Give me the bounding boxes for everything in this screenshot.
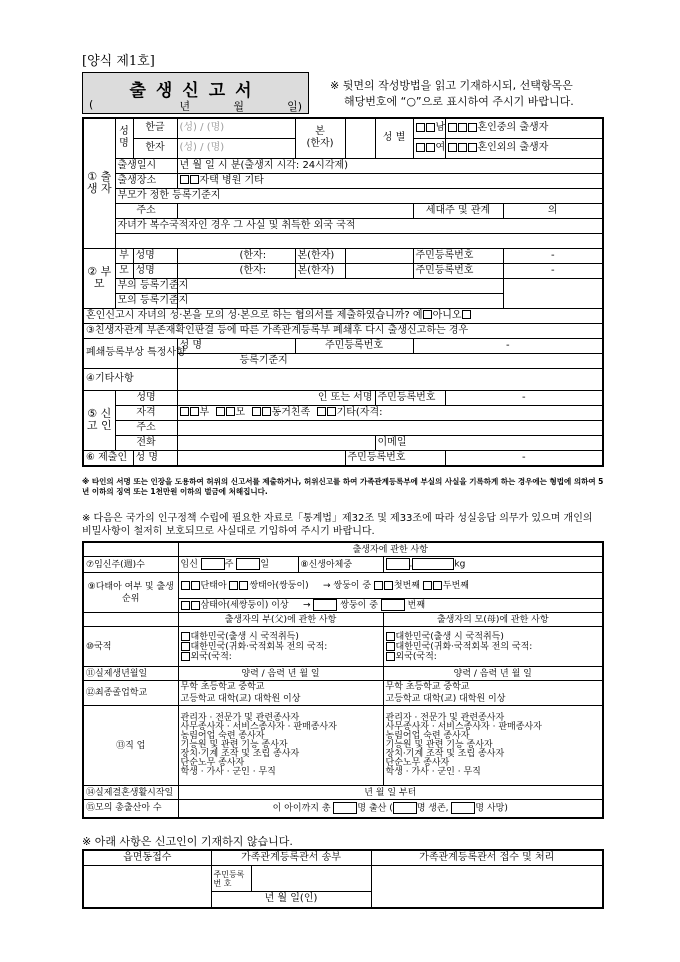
address-label: 주소 <box>115 203 177 218</box>
father-bon[interactable]: 본(한자) <box>295 248 345 263</box>
father-education[interactable]: 무학 초등학교 중학교 고등학교 대학(교) 대학원 이상 <box>178 681 383 706</box>
reporter-name-label: 성명 <box>115 390 177 405</box>
reporter-phone-field[interactable] <box>177 435 375 450</box>
education-label: ⑫최종졸업학교 <box>83 681 178 706</box>
total-births-label: ⑮모의 총출산아 수 <box>83 800 178 818</box>
father-name-label: 성명 <box>133 248 177 263</box>
closed-register-label: 폐쇄등록부상 특정사항 <box>83 338 177 368</box>
multiple-birth-row1[interactable]: 단태아 쌍태아(쌍둥이) → 쌍둥이 중 첫번째 두번째 <box>178 573 603 599</box>
gestation-label: ⑦임신주(週)수 <box>83 557 178 573</box>
reporter-email-field[interactable]: 이메일 <box>375 435 603 450</box>
mother-education[interactable]: 무학 초등학교 중학교 고등학교 대학(교) 대학원 이상 <box>383 681 603 706</box>
closed-reg-field[interactable]: 등록기준지 <box>177 353 603 368</box>
office-process-cell[interactable] <box>371 866 603 908</box>
statistics-table <box>82 541 604 819</box>
office-process-header: 가족관계등록관서 접수 및 처리 <box>371 850 603 866</box>
father-nationality[interactable]: 대한민국(출생 시 국적취득) 대한민국(귀화·국적회복 전의 국적: 외국(국적: <box>178 627 383 667</box>
father-stat-header: 출생자의 부(父)에 관한 사항 <box>178 613 383 627</box>
mother-reg-field[interactable] <box>177 293 503 308</box>
submitter-rrn-field[interactable]: - <box>445 450 603 466</box>
submitter-name-field[interactable] <box>177 450 345 466</box>
reporter-phone-label: 전화 <box>115 435 177 450</box>
mother-reg-label: 모의 등록기준지 <box>115 293 177 308</box>
closed-name-field[interactable]: 성 명 <box>177 338 295 353</box>
father-rrn-label: 주민등록번호 <box>413 248 503 263</box>
cohabitation-field[interactable]: 년 월 일 부터 <box>178 786 603 800</box>
father-birth-field[interactable]: 양력 / 음력 년 월 일 <box>178 667 383 681</box>
hanja-name-field[interactable]: (성) / (명) <box>177 138 295 158</box>
hangul-name-field[interactable]: (성) / (명) <box>177 118 295 138</box>
real-birth-label: ⑪실제생년월일 <box>83 667 178 681</box>
reporter-qual-options[interactable]: 부 모 동거친족 기타(자격: <box>177 405 603 420</box>
submitter-label: ⑥ 제출인 <box>83 450 133 466</box>
office-note: ※ 아래 사항은 신고인이 기재하지 않습니다. <box>82 835 293 848</box>
father-label: 부 <box>115 248 133 263</box>
sex-label: 성 별 <box>375 118 413 158</box>
main-form-table <box>82 117 604 467</box>
other-matters-field[interactable] <box>177 368 603 390</box>
father-rrn-field[interactable]: - <box>503 248 603 263</box>
household-label: 세대주 및 관계 <box>413 203 503 218</box>
out-marriage-option[interactable]: 혼인외의 출생자 <box>445 138 603 158</box>
multiple-birth-label: ⑨다태아 여부 및 출생순위 <box>83 573 178 613</box>
form-label: [양식 제1호] <box>82 54 155 69</box>
agreement-row[interactable]: 혼인신고시 자녀의 성·본을 모의 성·본으로 하는 협의서를 제출하였습니까? 예 아니오 <box>83 308 603 323</box>
reporter-address-label: 주소 <box>115 420 177 435</box>
birth-datetime-field[interactable]: 년 월 일 시 분(출생지 시각: 24시각제) <box>177 158 603 173</box>
address-field[interactable] <box>177 203 413 218</box>
parents-reg-base[interactable]: 부모가 정한 등록기준지 <box>115 188 603 203</box>
office-receive-cell[interactable] <box>83 866 211 908</box>
bon-field[interactable]: 본 (한자) <box>295 118 345 158</box>
mother-rrn-field[interactable]: - <box>503 263 603 278</box>
multiple-birth-row2[interactable]: 삼태아(세쌍둥이) 이상 → 쌍둥이 중 번째 <box>178 599 603 613</box>
mother-occupation[interactable]: 관리자 · 전문가 및 관련종사자 사무종사자 · 서비스종사자 · 판매종사자 농림어업 숙련 종사자 기능원 및 관련 기능 종사자 장치·기계 조작 및 조립 종사자 단순노무 종사자 학생 · 가사 · 군인 · 무직 <box>383 706 603 786</box>
submitter-rrn-label: 주민등록번호 <box>345 450 445 466</box>
mother-name-field[interactable]: (한자: <box>177 263 295 278</box>
mother-bon[interactable]: 본(한자) <box>295 263 345 278</box>
closed-rrn-label: 주민등록번호 <box>295 338 413 353</box>
office-receive-header: 읍면동접수 <box>83 850 211 866</box>
father-occupation[interactable]: 관리자 · 전문가 및 관련종사자 사무종사자 · 서비스종사자 · 판매종사자 농림어업 숙련 종사자 기능원 및 관련 기능 종사자 장치·기계 조작 및 조립 종사자 단순노무 종사자 학생 · 가사 · 군인 · 무직 <box>178 706 383 786</box>
reporter-rrn-field[interactable]: - <box>445 390 603 405</box>
closed-rrn-field[interactable]: - <box>413 338 603 353</box>
father-reg-field[interactable] <box>177 278 503 293</box>
office-rrn-alloc: 주민등록 번 호 <box>211 866 251 892</box>
weight-field[interactable]: . kg <box>383 557 603 573</box>
top-note: ※ 뒷면의 작성방법을 읽고 기재하시되, 선택항목은 해당번호에 “○”으로 표시하여 주시기 바랍니다. <box>330 79 574 108</box>
office-table <box>82 849 604 909</box>
weight-label: ⑧신생아체중 <box>298 557 383 573</box>
reporter-name-field[interactable]: 인 또는 서명 <box>177 390 375 405</box>
multi-nationality-label: 자녀가 복수국적자인 경우 그 사실 및 취득한 외국 국적 <box>115 218 603 233</box>
section3-title: ③친생자관계 부존재확인판결 등에 따른 가족관계등록부 폐쇄후 다시 출생신고하는 경우 <box>83 323 603 338</box>
mother-name-label: 성명 <box>133 263 177 278</box>
title-date: ( 년 월 일) <box>89 98 302 113</box>
mother-rrn-label: 주민등록번호 <box>413 263 503 278</box>
sex-male-option[interactable]: 남 <box>413 118 445 138</box>
section-parents-label: ② 부 모 <box>83 248 115 308</box>
other-matters-label: ④기타사항 <box>83 368 177 390</box>
father-reg-label: 부의 등록기준지 <box>115 278 177 293</box>
office-date-seal[interactable]: 년 월 일(인) <box>211 892 371 908</box>
birth-place-options[interactable]: 자택 병원 기타 <box>177 173 603 188</box>
mother-birth-field[interactable]: 양력 / 음력 년 월 일 <box>383 667 603 681</box>
reporter-address-field[interactable] <box>177 420 603 435</box>
section-reporter-label: ⑤ 신 고 인 <box>83 390 115 450</box>
mother-stat-header: 출생자의 모(母)에 관한 사항 <box>383 613 603 627</box>
name-label: 성 명 <box>115 118 133 158</box>
warning-text: ※ 타인의 서명 또는 인장을 도용하여 허위의 신고서를 제출하거나, 허위신고를 하여 가족관계등록부에 부실의 사실을 기록하게 하는 경우에는 형법에 의하여 5년 이하의 징역 또는 1천만원 이하의 벌금에 처해집니다. <box>82 477 604 496</box>
household-field[interactable]: 의 <box>503 203 603 218</box>
gestation-field[interactable]: 임신 주 일 <box>178 557 298 573</box>
child-stat-header: 출생자에 관한 사항 <box>178 542 603 557</box>
occupation-label: ⑬직 업 <box>83 706 178 786</box>
reporter-rrn-label: 주민등록번호 <box>375 390 445 405</box>
sex-female-option[interactable]: 여 <box>413 138 445 158</box>
multi-nationality-field[interactable] <box>115 233 603 248</box>
total-births-field[interactable]: 이 아이까지 총 명 출산 ( 명 생존, 명 사망) <box>178 800 603 818</box>
submitter-name-label: 성 명 <box>133 450 177 466</box>
father-name-field[interactable]: (한자: <box>177 248 295 263</box>
hanja-label: 한자 <box>133 138 177 158</box>
statistics-intro: ※ 다음은 국가의 인구정책 수립에 필요한 자료로「통계법」제32조 및 제33조에 따라 성실응답 의무가 있으며 개인의 비밀사항이 철저히 보호되므로 사실대로 기입하여 주시기 바랍니다. <box>82 513 593 537</box>
form-title: 출생신고서 <box>129 81 262 101</box>
reporter-qual-label: 자격 <box>115 405 177 420</box>
mother-label: 모 <box>115 263 133 278</box>
cohabitation-label: ⑭실제결혼생활시작일 <box>83 786 178 800</box>
title-box <box>82 72 309 114</box>
hangul-label: 한글 <box>133 118 177 138</box>
section-child-label: ① 출 생 자 <box>83 118 115 248</box>
in-marriage-option[interactable]: 혼인중의 출생자 <box>445 118 603 138</box>
birth-datetime-label: 출생일시 <box>115 158 177 173</box>
office-rrn-field[interactable] <box>251 866 371 892</box>
mother-nationality[interactable]: 대한민국(출생 시 국적취득) 대한민국(귀화·국적회복 전의 국적: 외국(국적: <box>383 627 603 667</box>
office-send-header: 가족관계등록관서 송부 <box>211 850 371 866</box>
birth-place-label: 출생장소 <box>115 173 177 188</box>
nationality-label: ⑩국적 <box>83 627 178 667</box>
